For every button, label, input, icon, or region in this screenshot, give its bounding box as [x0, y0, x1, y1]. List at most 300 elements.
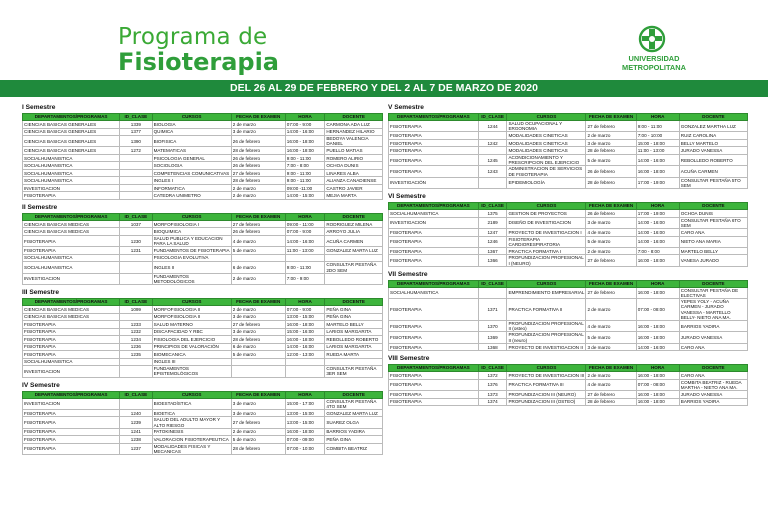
table-cell: 7:00 - 10:00 [636, 132, 679, 140]
table-cell: PEÑA GINA [325, 436, 383, 444]
table-cell: 1339 [120, 121, 152, 129]
table-cell: BARRIOS YADIRA [679, 321, 747, 332]
table-cell: LARIOS MARGARITA [325, 328, 383, 336]
table-row [23, 343, 383, 351]
table-cell: 26 de febrero [231, 228, 285, 236]
semester-block [22, 204, 383, 285]
semester-block [388, 104, 748, 189]
table-cell [120, 273, 152, 284]
table-cell: 27 de febrero [231, 220, 285, 228]
table-cell: FUNDAMENTOS METODOLÓGICOS [152, 273, 231, 284]
table-cell: 16:00 - 18:00 [636, 372, 679, 380]
table-row [389, 391, 748, 399]
column-header: CURSOS [152, 114, 231, 121]
table-cell: 07:00 - 9:00 [285, 121, 325, 129]
table-cell: SALUD OCUPACIONAL Y ERGONOMIA [507, 121, 586, 132]
semester-block [388, 193, 748, 267]
table-cell: 11:00 - 13:00 [285, 247, 325, 255]
table-row [23, 313, 383, 321]
table-cell [478, 287, 507, 298]
column-header: CURSOS [152, 391, 231, 398]
table-cell: FUNDAMENTOS EPISTEMOLÓGICOS [152, 366, 231, 377]
table-cell: JURADO VANESSA [679, 332, 747, 343]
table-row [389, 229, 748, 237]
table-cell: CARO ANA [679, 343, 747, 351]
table-cell: ACONDICIONAMIENTO Y PRESCRIPCION DEL EJERCICIO [507, 154, 586, 165]
table-cell: 28 de febrero [231, 147, 285, 155]
table-cell: 14:00 - 16:00 [285, 128, 325, 136]
title-line-1: Programa de [118, 24, 268, 50]
table-cell: 4 de marzo [586, 321, 636, 332]
column-header: DOCENTE [679, 114, 747, 121]
table-cell: 27 de febrero [231, 321, 285, 329]
table-cell: HERNANDEZ HILARIO [325, 128, 383, 136]
table-cell: 6 de marzo [231, 343, 285, 351]
table-cell: JURADO VANESSA [679, 147, 747, 155]
semester-title: VIII Semestre [388, 355, 430, 363]
table-cell: 16:00 - 18:00 [636, 332, 679, 343]
table-cell: DISEÑO DE INVESTIGACION [507, 217, 586, 228]
table-cell: 13:00 - 15:00 [285, 313, 325, 321]
table-cell: CONSULTAR PESTAÑA 4TO SEM [325, 398, 383, 409]
table-cell: 14:00 - 16:00 [636, 236, 679, 247]
table-cell: 1099 [120, 306, 152, 314]
table-cell: LARIOS MARGARITA [325, 343, 383, 351]
column-header: HORA [285, 391, 325, 398]
table-cell: REBOLLEDO ROBERTO [325, 336, 383, 344]
column-header: DEPARTAMENTOS/PROGRAMAS [23, 299, 120, 306]
table-cell: FISIOTERAPIA [23, 247, 120, 255]
table-cell: BIOLOGIA [152, 121, 231, 129]
table-row [389, 236, 748, 247]
table-cell: ROMERO ALIRIO [325, 154, 383, 162]
table-cell: 1241 [120, 428, 152, 436]
table-cell [120, 192, 152, 200]
table-cell [231, 358, 285, 366]
table-cell: GONZALEZ MARTHA LUZ [679, 121, 747, 132]
table-cell: 14:00 - 16:00 [285, 235, 325, 246]
table-cell: 1037 [120, 220, 152, 228]
table-cell: 2 de marzo [586, 132, 636, 140]
column-header: CURSOS [152, 299, 231, 306]
table-cell: 16:00 - 18:00 [285, 336, 325, 344]
table-cell: 2 de marzo [231, 273, 285, 284]
table-cell: 5 de marzo [586, 332, 636, 343]
semester-block [22, 382, 383, 456]
university-logo [614, 25, 694, 80]
table-cell: 15:00 - 16:00 [285, 328, 325, 336]
table-row [389, 372, 748, 380]
table-cell: 16:00 - 18:00 [636, 287, 679, 298]
table-cell: 27 de febrero [231, 169, 285, 177]
table-row [23, 247, 383, 255]
table-cell: INGLES II [152, 262, 231, 273]
table-cell: 13:00 - 15:00 [285, 409, 325, 417]
table-cell: 1370 [478, 321, 507, 332]
table-cell: MODALIDADES CINETICAS [507, 139, 586, 147]
table-cell: CIENCIAS BASICAS MEDICAS [23, 313, 120, 321]
table-cell: 3 de marzo [586, 139, 636, 147]
table-cell: FISIOTERAPIA [389, 343, 479, 351]
semester-title: I Semestre [22, 104, 56, 111]
semester-block [388, 355, 748, 406]
table-cell [325, 358, 383, 366]
table-row [23, 228, 383, 236]
table-cell: RUEDA MARTA [325, 351, 383, 359]
table-cell: 1366 [478, 255, 507, 266]
table-cell: 2 de marzo [586, 372, 636, 380]
table-row [389, 343, 748, 351]
table-row [23, 398, 383, 409]
table-cell: FISIOTERAPIA [389, 372, 479, 380]
table-cell: FISIOTERAPIA [389, 147, 479, 155]
table-cell: ALIANZA CANADIENSE [325, 177, 383, 185]
table-cell: 2 de marzo [231, 184, 285, 192]
semester-title: III Semestre [22, 289, 60, 297]
table-cell: ARROYO JULIA [325, 228, 383, 236]
table-cell: RUIZ CAROLINA [679, 132, 747, 140]
column-header: FECHA DE EXAMEN [231, 114, 285, 121]
table-cell: 2 de marzo [231, 192, 285, 200]
table-row [389, 154, 748, 165]
table-row [23, 169, 383, 177]
table-cell [325, 254, 383, 262]
table-cell: GONZALEZ MARTA LUZ [325, 409, 383, 417]
table-row [23, 192, 383, 200]
column-header: ID_CLASE [120, 299, 152, 306]
table-cell: 2 de marzo [231, 428, 285, 436]
column-header: HORA [285, 114, 325, 121]
semester-title: VI Semestre [388, 193, 426, 201]
table-cell: MARTELO BELLY [679, 247, 747, 255]
schedule-table [388, 202, 748, 267]
semester-title: VII Semestre [388, 270, 428, 278]
table-cell: 1375 [478, 210, 507, 218]
table-cell: CIENCIAS BASICAS MEDICAS [23, 228, 120, 236]
table-cell: 16:00 - 18:00 [636, 398, 679, 406]
table-cell: QUIMICA [152, 128, 231, 136]
table-cell: BIOFISICA [152, 136, 231, 147]
table-cell: 7:00 - 9:00 [285, 273, 325, 284]
table-cell: 1240 [120, 409, 152, 417]
column-header: HORA [285, 299, 325, 306]
table-row [389, 217, 748, 228]
schedule-table [388, 280, 748, 352]
table-cell: 1245 [478, 154, 507, 165]
column-header: CURSOS [507, 365, 586, 372]
table-cell: JURADO VANESSA [679, 391, 747, 399]
table-cell: SOCIALHUMANISTICA [23, 169, 120, 177]
table-cell: 1234 [120, 336, 152, 344]
table-cell: 5 de marzo [231, 436, 285, 444]
table-row [23, 336, 383, 344]
table-cell: BIOESTADÍSTICA [152, 398, 231, 409]
table-cell: CIENCIAS BASICAS GENERALES [23, 121, 120, 129]
table-cell: 14:00 - 16:00 [636, 343, 679, 351]
table-cell: INFORMATICA [152, 184, 231, 192]
table-cell [120, 254, 152, 262]
table-cell: CIENCIAS BASICAS GENERALES [23, 136, 120, 147]
table-cell: COMBITA BEATRIZ [325, 443, 383, 454]
table-cell: 1239 [120, 417, 152, 428]
table-cell: RODRIGUEZ MILENA [325, 220, 383, 228]
column-header: ID_CLASE [478, 203, 507, 210]
table-cell: INVESTIGACION [23, 273, 120, 284]
table-cell: PEÑA GINA [325, 313, 383, 321]
table-cell: 1230 [120, 235, 152, 246]
column-header: FECHA DE EXAMEN [231, 391, 285, 398]
table-cell: PROFUNDIZACION PROFESIONAL I (NEURO) [507, 255, 586, 266]
table-cell [120, 313, 152, 321]
table-cell: 1369 [478, 332, 507, 343]
column-header: CURSOS [507, 114, 586, 121]
table-cell: CONSULTAR PESTAÑA 6TO SEM [679, 217, 747, 228]
column-header: DEPARTAMENTOS/PROGRAMAS [389, 280, 479, 287]
table-row [389, 321, 748, 332]
table-cell: 09:00 - 11:00 [285, 220, 325, 228]
table-row [23, 262, 383, 273]
table-row [23, 121, 383, 129]
table-row [23, 409, 383, 417]
table-cell [120, 228, 152, 236]
table-cell: 1232 [120, 328, 152, 336]
semester-title: V Semestre [388, 104, 424, 111]
table-row [23, 184, 383, 192]
table-cell: 2 de marzo [231, 306, 285, 314]
column-header: ID_CLASE [478, 280, 507, 287]
table-row [23, 177, 383, 185]
table-cell: FISIOTERAPIA [23, 343, 120, 351]
table-cell: 5 de marzo [231, 247, 285, 255]
table-cell: 7:00 - 8:00 [636, 247, 679, 255]
table-cell: FISIOTERAPIA [23, 321, 120, 329]
table-cell: PROFUNDIZACION PROFESIONAL II (osteo) [507, 321, 586, 332]
column-header: HORA [285, 213, 325, 220]
table-cell: DISCAPACIDAD Y RBC [152, 328, 231, 336]
table-cell: FISIOTERAPIA [23, 336, 120, 344]
schedule-table [22, 298, 383, 377]
table-cell: CASTRO JAVIER [325, 184, 383, 192]
table-row [389, 177, 748, 188]
table-cell: 28 de febrero [231, 177, 285, 185]
table-cell: YEPES YOLY - ACUÑA CARMEN - JURADO VANESSA - MARTELLO BELLY- NIETO ANA MA. [679, 299, 747, 321]
table-cell: FISIOTERAPIA [389, 321, 479, 332]
table-cell [120, 162, 152, 170]
table-cell [120, 398, 152, 409]
column-header: DOCENTE [679, 203, 747, 210]
table-cell [478, 132, 507, 140]
column-header: ID_CLASE [478, 114, 507, 121]
table-cell: VANESA JURADO [679, 255, 747, 266]
table-cell: 1272 [120, 147, 152, 155]
table-cell: SALUD DEL ADULTO MAYOR Y ALTO RIESGO [152, 417, 231, 428]
table-cell: 1390 [120, 136, 152, 147]
table-cell: INVESTIGACIÓN [389, 177, 479, 188]
table-cell: INVESTIGACION [23, 366, 120, 377]
table-cell: 1244 [478, 121, 507, 132]
page-header [0, 0, 768, 80]
table-row [23, 136, 383, 147]
table-cell: 27 de febrero [586, 255, 636, 266]
table-cell: 27 de febrero [586, 121, 636, 132]
table-cell: 2189 [478, 217, 507, 228]
table-row [389, 255, 748, 266]
table-cell: INVESTIGACION [23, 184, 120, 192]
right-column [388, 104, 748, 410]
table-cell: CATEDRA UNIMETRO [152, 192, 231, 200]
table-cell: COMPETENCIAS COMUNICATIVAS [152, 169, 231, 177]
table-cell: CIENCIAS BASICAS MEDICAS [23, 306, 120, 314]
table-cell: COMBITA BEATRIZ - RUEDA MARTHA - NIETO ANA MA. [679, 379, 747, 390]
table-cell: 2 de marzo [231, 121, 285, 129]
table-cell: 7:00 - 8:00 [285, 162, 325, 170]
table-cell: ACUÑA CARMEN [679, 166, 747, 177]
table-cell [285, 254, 325, 262]
table-cell: 1372 [478, 372, 507, 380]
table-cell: MORFOFISIOLOGIA II [152, 313, 231, 321]
table-cell: 28 de febrero [586, 398, 636, 406]
table-cell: 07:00 - 09:00 [285, 436, 325, 444]
table-cell: 1367 [478, 247, 507, 255]
table-cell: 1374 [478, 398, 507, 406]
table-row [23, 220, 383, 228]
table-cell: PROFUNDIZACION PROFESIONAL II (neuro) [507, 332, 586, 343]
semester-title: IV Semestre [22, 381, 60, 389]
table-cell: FUNDAMENTOS DE FISIOTERAPIA [153, 247, 230, 253]
table-cell: 07:00 - 10:00 [285, 443, 325, 454]
column-header: CURSOS [507, 203, 586, 210]
table-cell: MODALIDADES FISICAS Y MECANICAS [152, 443, 231, 454]
table-cell: 6 de marzo [231, 262, 285, 273]
table-cell: SOCIALHUMANISTICA [389, 210, 479, 218]
table-cell: 26 de febrero [586, 210, 636, 218]
table-cell: 09:00 -11:00 [285, 184, 325, 192]
table-cell: 13:00 - 15:00 [285, 417, 325, 428]
column-header: DOCENTE [679, 280, 747, 287]
table-cell: 4 de marzo [586, 229, 636, 237]
table-cell: 26 de febrero [231, 154, 285, 162]
table-cell: BEDOYA VALENCIA DANIEL [325, 136, 383, 147]
logo-text-university: UNIVERSIDAD [628, 54, 680, 63]
table-cell: PRACTICA FORMATIVA I [507, 247, 586, 255]
table-cell: SOCIOLOGIA [152, 162, 231, 170]
column-header: DEPARTAMENTOS/PROGRAMAS [389, 365, 479, 372]
table-cell: FISIOTERAPIA [389, 154, 479, 165]
table-cell: FISIOTERAPIA [23, 192, 120, 200]
table-cell: MEJIA MARTA [325, 192, 383, 200]
table-cell: SOCIALHUMANISTICA [23, 162, 120, 170]
table-cell: 16:00 - 18:00 [285, 147, 325, 155]
table-cell: 1377 [120, 128, 152, 136]
table-cell: FISIOTERAPIA [389, 379, 479, 390]
table-cell: CIENCIAS BASICAS MEDICAS [23, 220, 120, 228]
column-header: DEPARTAMENTOS/PROGRAMAS [23, 114, 120, 121]
table-row [389, 147, 748, 155]
column-header: FECHA DE EXAMEN [231, 213, 285, 220]
column-header: DEPARTAMENTOS/PROGRAMAS [389, 114, 479, 121]
table-cell: 5 de marzo [586, 154, 636, 165]
table-cell [478, 177, 507, 188]
date-banner: DEL 26 AL 29 DE FEBRERO Y DEL 2 AL 7 DE MARZO DE 2020 [0, 80, 768, 97]
table-cell [120, 262, 152, 273]
table-cell [285, 358, 325, 366]
table-cell [231, 366, 285, 377]
table-cell: LINARES ALBA [325, 169, 383, 177]
table-row [23, 366, 383, 377]
table-row [23, 254, 383, 262]
table-cell: 1235 [120, 351, 152, 359]
table-cell: REBOLLEDO ROBERTO [679, 154, 747, 165]
table-cell: PEÑA GINA [325, 306, 383, 314]
table-cell [285, 366, 325, 377]
table-cell: 1246 [478, 236, 507, 247]
table-cell: FISIOTERAPIA [389, 398, 479, 406]
table-cell: 3 de marzo [231, 128, 285, 136]
table-cell: FISIOTERAPIA [389, 255, 479, 266]
table-cell: 4 de marzo [231, 235, 285, 246]
table-row [23, 154, 383, 162]
table-cell: FISIOTERAPIA CARDIORESPIRATORIA [507, 236, 586, 247]
table-cell [120, 184, 152, 192]
table-cell: MATEMATICAS [152, 147, 231, 155]
table-cell: SOCIALHUMANISTICA [23, 358, 120, 366]
table-cell: 07:00 - 9:00 [285, 228, 325, 236]
table-cell: 16:00 - 18:00 [285, 321, 325, 329]
table-cell: CARO ANA [679, 229, 747, 237]
table-cell: FISIOTERAPIA [389, 229, 479, 237]
semester-block [22, 104, 383, 200]
table-cell: BARRIOS YADIRA [679, 398, 747, 406]
table-cell: 17:00 - 19:00 [636, 210, 679, 218]
column-header: ID_CLASE [120, 114, 152, 121]
table-cell: MODALIDADES CINETICAS [507, 147, 586, 155]
column-header: DOCENTE [325, 213, 383, 220]
table-cell: 1243 [478, 166, 507, 177]
table-cell: 16:00 - 18:00 [285, 428, 325, 436]
table-cell: PUELLO MATIAS [325, 147, 383, 155]
table-cell: 28 de febrero [231, 443, 285, 454]
table-cell: 3 de marzo [231, 398, 285, 409]
table-cell: INGLES III [152, 358, 231, 366]
table-cell: 28 de febrero [586, 177, 636, 188]
semester-title: II Semestre [22, 203, 58, 211]
schedule-table [388, 364, 748, 406]
table-cell: PROYECTO DE INVESTIGACION I [507, 229, 586, 237]
table-cell: 2 de marzo [586, 247, 636, 255]
table-cell: 07:00 - 08:00 [636, 379, 679, 390]
table-cell: 07:00 - 08:00 [636, 299, 679, 321]
table-cell: 1237 [120, 443, 152, 454]
table-cell: 14:00 - 15:00 [285, 192, 325, 200]
table-cell: 15:00 - 17:00 [285, 398, 325, 409]
table-row [23, 273, 383, 284]
table-row [23, 328, 383, 336]
table-cell: SALUD MATERNO [152, 321, 231, 329]
table-cell: 26 de febrero [231, 136, 285, 147]
table-row [23, 417, 383, 428]
table-row [389, 247, 748, 255]
table-cell: 16:00 - 18:00 [636, 166, 679, 177]
table-cell: GONZALEZ MARTA LUZ [325, 247, 383, 255]
table-cell: SOCIALHUMANISTICA [23, 177, 120, 185]
table-cell: FISIOTERAPIA [389, 166, 479, 177]
column-header: FECHA DE EXAMEN [586, 280, 636, 287]
table-cell: FISIOTERAPIA [389, 236, 479, 247]
column-header: CURSOS [152, 213, 231, 220]
table-cell: BIOETICA [152, 409, 231, 417]
table-cell [120, 177, 152, 185]
schedule-table [388, 113, 748, 189]
